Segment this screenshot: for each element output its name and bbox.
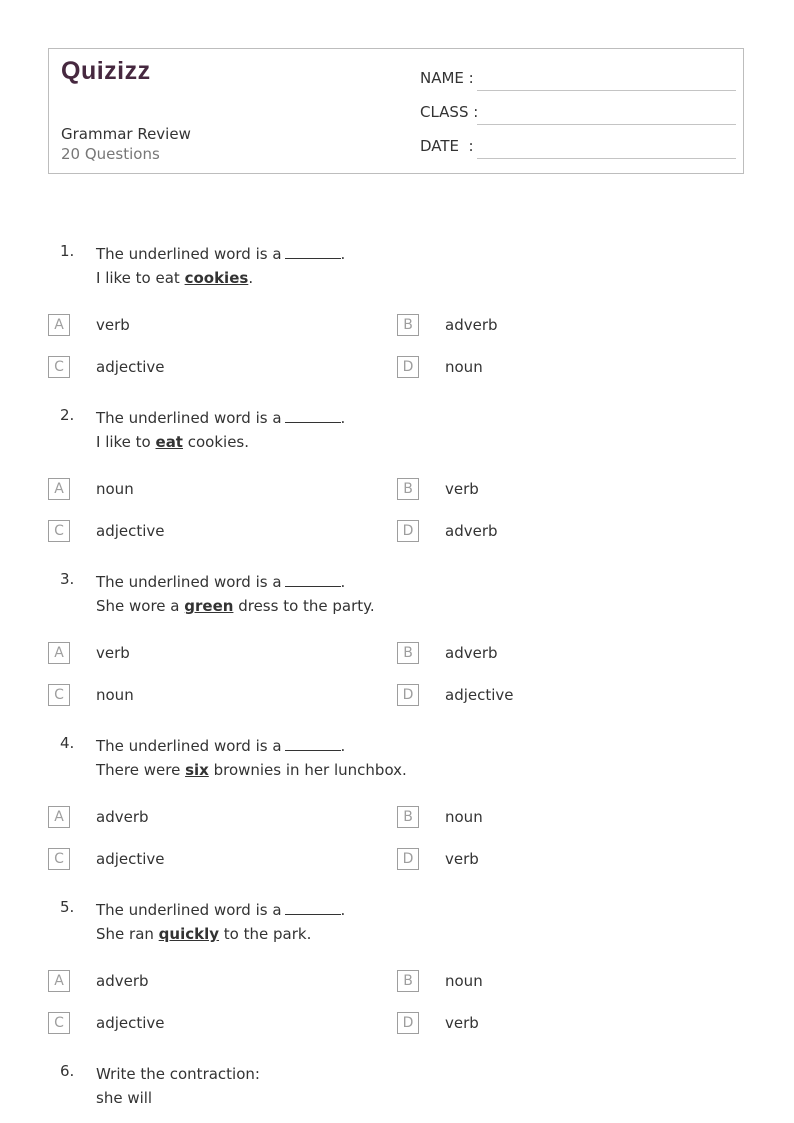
option-letter: D [397,684,419,706]
underlined-word: green [184,597,234,615]
question-number: 3. [60,570,75,588]
option-letter: A [48,806,70,828]
answer-blank [285,736,341,751]
option-text: adjective [96,358,165,376]
question-number: 2. [60,406,75,424]
answer-blank [285,900,341,915]
question-number: 5. [60,898,75,916]
name-label: NAME : [420,69,474,87]
class-label: CLASS : [420,103,479,121]
question-sentence [96,594,375,618]
option-letter: C [48,848,70,870]
prompt-end: . [340,737,346,755]
question-text [96,734,407,782]
option-text: verb [445,1014,479,1032]
option-text: noun [96,686,134,704]
option-letter: B [397,970,419,992]
option-text: verb [96,644,130,662]
option-letter: C [48,1012,70,1034]
option-letter: D [397,848,419,870]
answer-blank [285,572,341,587]
question-prompt: The underlined word is a [96,737,282,755]
option-letter: A [48,314,70,336]
quizizz-logo: Quizizz [61,57,151,85]
sentence-before: She ran [96,925,159,943]
option-letter: A [48,642,70,664]
question-text [96,570,375,618]
sentence-after: dress to the party. [233,597,375,615]
prompt-end: . [340,573,346,591]
worksheet-header [48,48,744,174]
option-letter: B [397,478,419,500]
sentence-after: cookies. [182,433,250,451]
sentence-after: to the park. [219,925,312,943]
question-number: 6. [60,1062,75,1080]
option-text: verb [445,480,479,498]
question-prompt: The underlined word is a [96,573,282,591]
sentence-after: brownies in her lunchbox. [208,761,407,779]
worksheet-title: Grammar Review [61,125,191,143]
answer-blank [285,408,341,423]
question-text [96,1062,260,1110]
option-text: verb [96,316,130,334]
sentence-before: She wore a [96,597,185,615]
option-text: adverb [445,522,498,540]
underlined-word: cookies [184,269,249,287]
class-line[interactable] [477,124,736,125]
question-prompt: The underlined word is a [96,409,282,427]
sentence-before: I like to eat [96,269,185,287]
question-sentence [96,430,345,454]
option-text: adjective [96,1014,165,1032]
option-text: adverb [96,808,149,826]
option-text: noun [445,808,483,826]
question-number: 1. [60,242,75,260]
option-text: noun [445,972,483,990]
question-sentence [96,266,345,290]
prompt-end: . [340,901,346,919]
option-text: noun [445,358,483,376]
option-letter: D [397,356,419,378]
option-letter: C [48,684,70,706]
question-sentence: she will [96,1089,153,1107]
sentence-before: There were [96,761,186,779]
option-text: adjective [96,522,165,540]
question-number: 4. [60,734,75,752]
option-text: adverb [96,972,149,990]
date-label: DATE : [420,137,474,155]
answer-blank [285,244,341,259]
option-text: adverb [445,316,498,334]
name-line[interactable] [477,90,736,91]
class-field[interactable] [420,101,736,125]
date-line[interactable] [477,158,736,159]
name-field[interactable] [420,67,736,91]
option-text: noun [96,480,134,498]
date-field[interactable] [420,135,736,159]
option-letter: B [397,314,419,336]
option-letter: A [48,970,70,992]
option-letter: D [397,1012,419,1034]
question-prompt: The underlined word is a [96,901,282,919]
question-count: 20 Questions [61,145,160,163]
option-letter: D [397,520,419,542]
question-text [96,898,345,946]
option-text: verb [445,850,479,868]
option-text: adverb [445,644,498,662]
prompt-end: . [340,245,346,263]
question-sentence [96,758,407,782]
option-letter: B [397,806,419,828]
question-sentence [96,922,345,946]
option-letter: C [48,356,70,378]
question-prompt: Write the contraction: [96,1065,260,1083]
sentence-after: . [248,269,254,287]
underlined-word: six [185,761,209,779]
underlined-word: quickly [158,925,220,943]
underlined-word: eat [155,433,183,451]
option-letter: B [397,642,419,664]
option-text: adjective [96,850,165,868]
question-prompt: The underlined word is a [96,245,282,263]
option-letter: A [48,478,70,500]
question-text [96,242,345,290]
option-letter: C [48,520,70,542]
sentence-before: I like to [96,433,156,451]
option-text: adjective [445,686,514,704]
question-text [96,406,345,454]
prompt-end: . [340,409,346,427]
